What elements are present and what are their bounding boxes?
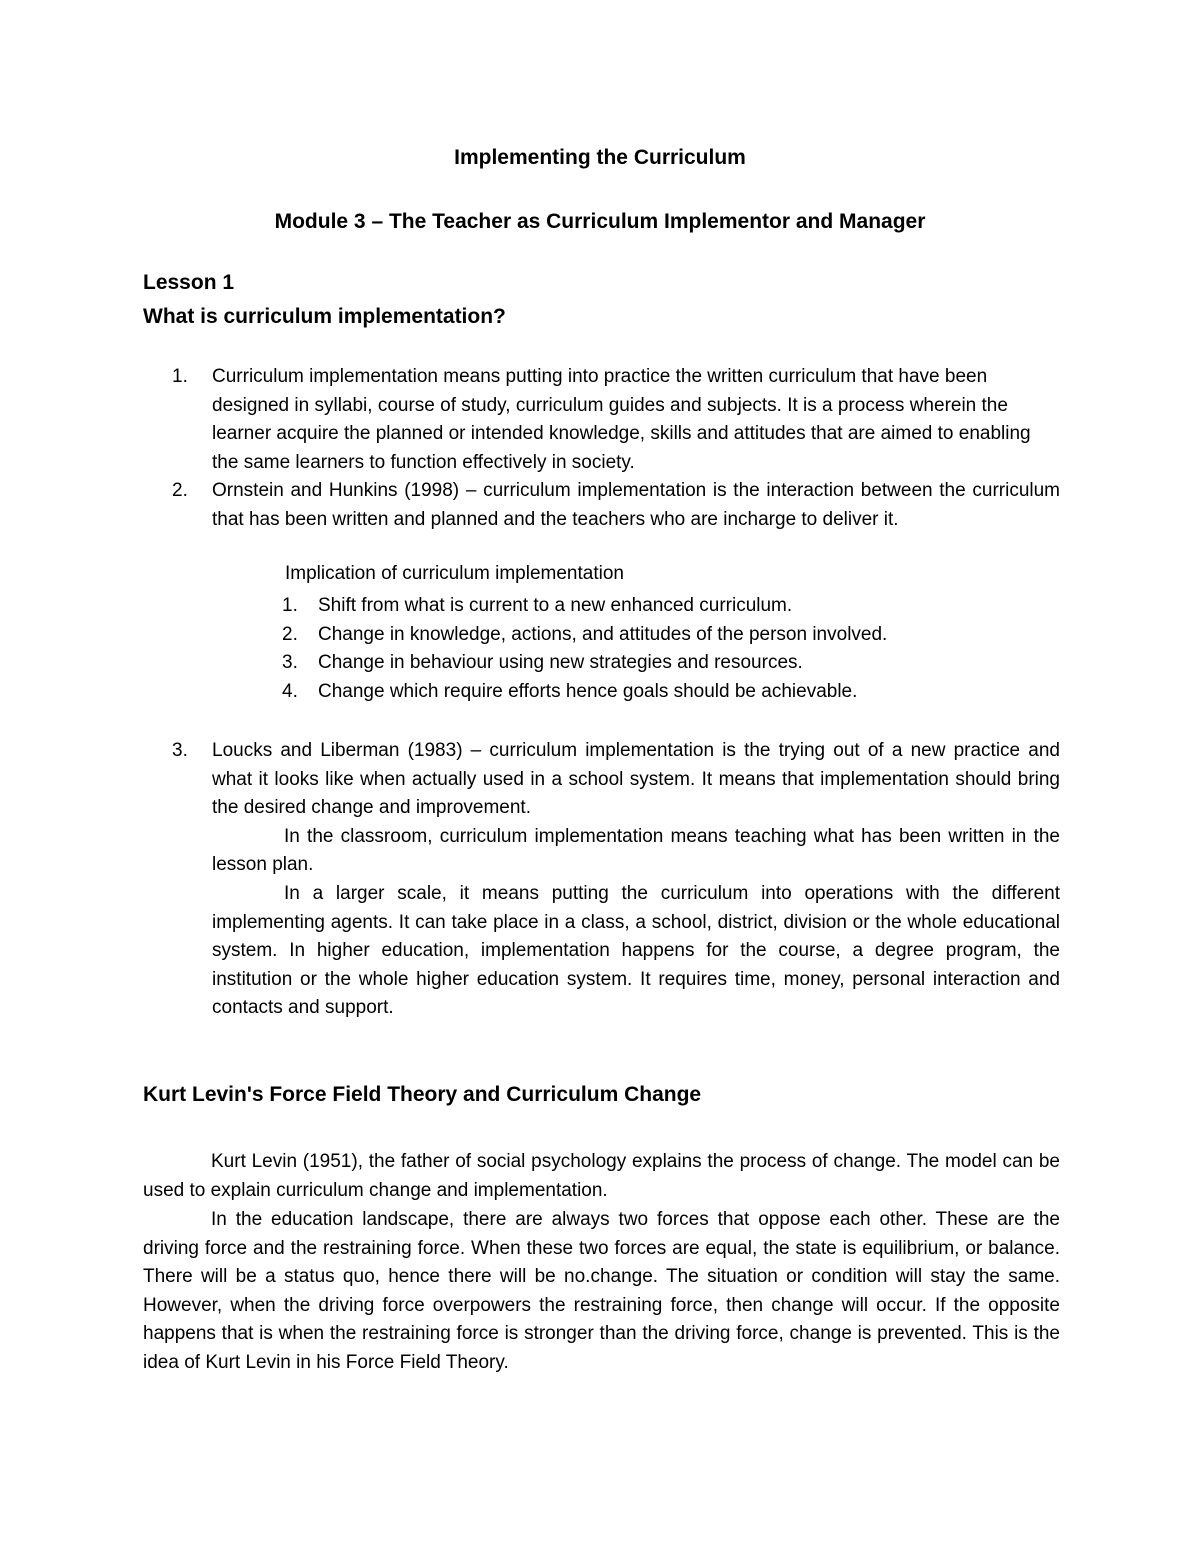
list-item-paragraph: In the classroom, curriculum implementation means teaching what has been written in the lesson plan. — [212, 825, 1060, 876]
section-heading: Kurt Levin's Force Field Theory and Curriculum Change — [143, 1083, 702, 1106]
list-item-text: Curriculum implementation means putting into practice the written curriculum that have been designed in syllabi, course of study, curriculum guides and subjects. It is a process wherein the learner acquire the planned or intended knowledge, skills and attitudes that are aimed to enabling the same learners to function effectively in society. — [212, 366, 1031, 473]
section-paragraph-1: Kurt Levin (1951), the father of social psychology explains the process of change. The model can be used to explain curriculum change and implementation. — [143, 1151, 1060, 1201]
list-item-1 — [172, 363, 1060, 477]
lesson-label: Lesson 1 — [143, 271, 235, 294]
implication-item: 3. Change in behaviour using new strategies and resources. — [282, 652, 803, 674]
document-title: Implementing the Curriculum — [454, 146, 746, 169]
list-item-text: Loucks and Liberman (1983) – curriculum implementation is the trying out of a new practice and what it looks like when actually used in a school system. It means that implementation should bring the desired change and improvement. — [212, 740, 1060, 819]
implications-heading: Implication of curriculum implementation — [285, 563, 624, 584]
lesson-question: What is curriculum implementation? — [143, 305, 506, 328]
list-item-number: 2. — [172, 480, 188, 501]
implication-item: 2. Change in knowledge, actions, and attitudes of the person involved. — [282, 623, 888, 645]
implication-item: 1. Shift from what is current to a new enhanced curriculum. — [282, 595, 793, 616]
module-title: Module 3 – The Teacher as Curriculum Implementor and Manager — [274, 210, 926, 233]
list-item-text: Ornstein and Hunkins (1998) – curriculum implementation is the interaction between the curriculum that has been written and planned and the teachers who are incharge to deliver it. — [212, 480, 1060, 530]
list-item-number: 1. — [172, 366, 188, 387]
implication-item: 4. Change which require efforts hence goals should be achievable. — [282, 680, 858, 702]
section-paragraph-2: In the education landscape, there are always two forces that oppose each other. These are the driving force and the restraining force. When these two forces are equal, the state is equilibrium, or balance. There will be a status quo, hence there will be no.change. The situation or condition will stay the same. However, when the driving force overpowers the restraining force, then change will occur. If the opposite happens that is when the restraining force is stronger than the driving force, change is prevented. This is the idea of Kurt Levin in his Force Field Theory. — [143, 1209, 1060, 1373]
list-item-number: 3. — [172, 740, 188, 761]
list-item-3 — [172, 737, 1060, 1023]
list-item-2 — [172, 477, 1060, 534]
list-item-paragraph: In a larger scale, it means putting the curriculum into operations with the different implementing agents. It can take place in a class, a school, district, division or the whole educational system. In higher education, implementation happens for the course, a degree program, the institution or the whole higher education system. It requires time, money, personal interaction and contacts and support. — [212, 882, 1060, 1019]
implications-list — [282, 592, 1078, 706]
